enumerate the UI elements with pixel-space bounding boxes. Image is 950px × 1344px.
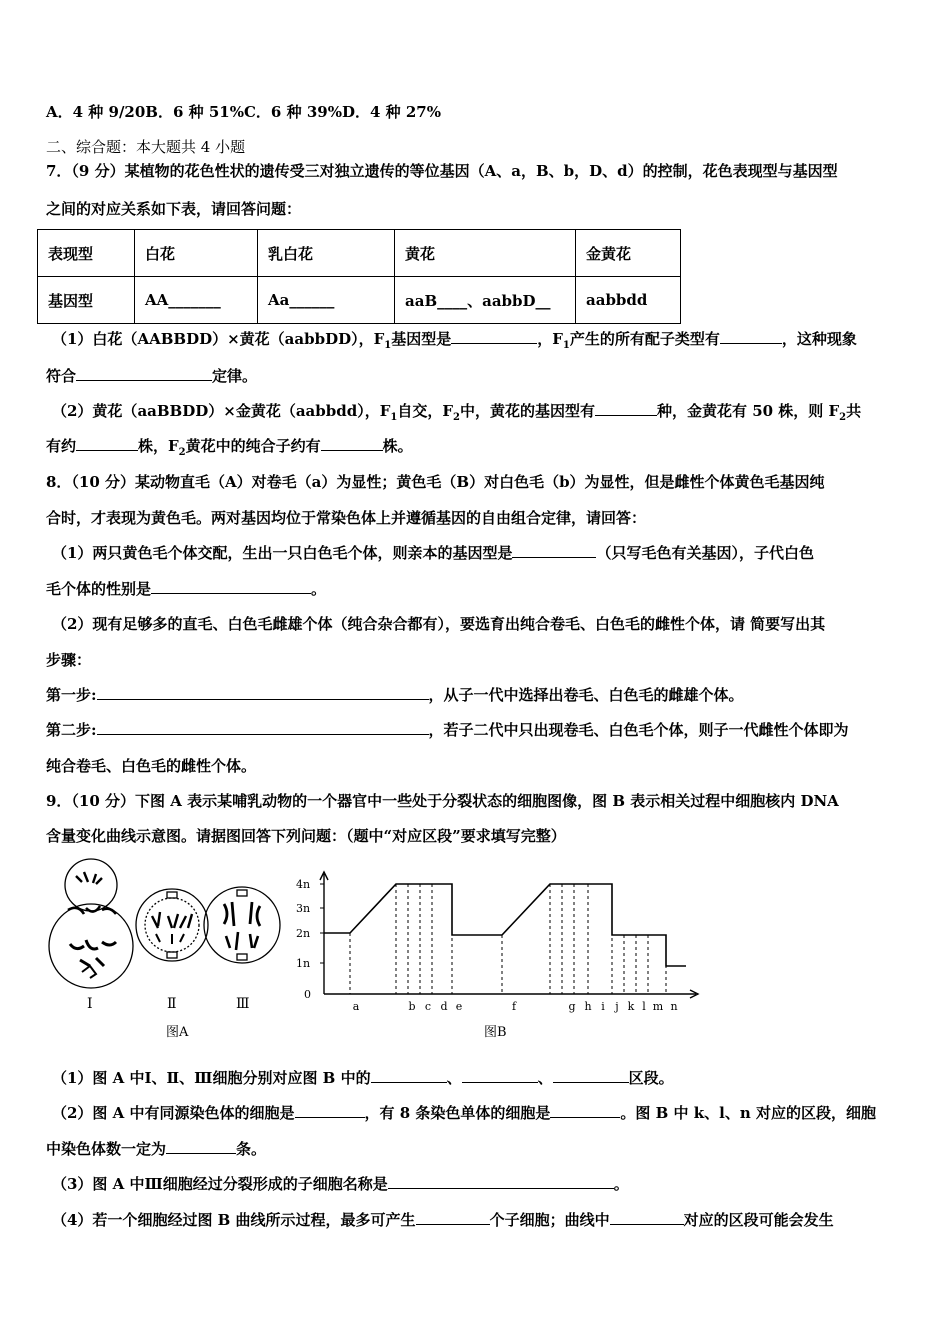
answer-blank[interactable] (416, 1210, 490, 1225)
q8-part2-line1: （2）现有足够多的直毛、白色毛雌雄个体（纯合杂合都有），要选育出纯合卷毛、白色毛的雌性个体，请 简要写出其 (52, 615, 826, 633)
q8-part2-line2: 步骤： (46, 651, 92, 669)
table-row-phenotype (38, 230, 681, 277)
x-segment-label: n (670, 1000, 678, 1013)
table-cell: aaB____、aabbD__ (395, 277, 576, 324)
x-segment-label: b (408, 1000, 416, 1013)
table-header-genotype: 基因型 (38, 277, 135, 324)
answer-blank[interactable] (451, 329, 537, 344)
q9-part2-line2: 中染色体数一定为 条。 (46, 1140, 267, 1158)
q7-part1-line1: （1）白花（AABBDD）×黄花（aabbDD），$F_1$基因型是 ，$F_1$产生的所有配子类型有 ，这种现象 (52, 330, 857, 351)
x-segment-label: j (615, 1000, 619, 1013)
q7-stem-line2: 之间的对应关系如下表，请回答问题： (46, 200, 302, 218)
x-segment-label: m (652, 1000, 664, 1013)
answer-blank[interactable] (462, 1068, 538, 1083)
figure-b-dna-curve (292, 866, 702, 1046)
q7-part1-line2: 符合 定律。 (46, 367, 258, 385)
q8-part1-line2: 毛个体的性别是 。 (46, 580, 327, 598)
q9-part4: （4）若一个细胞经过图 B 曲线所示过程，最多可产生 个子细胞；曲线中 对应的区段可能会发生 (52, 1211, 834, 1229)
table-header-phenotype: 表现型 (38, 230, 135, 277)
q8-step2: 第二步: ，若子二代中只出现卷毛、白色毛个体，则子一代雌性个体即为 (46, 721, 849, 739)
x-segment-label: i (601, 1000, 605, 1013)
table-cell: 白花 (135, 230, 258, 277)
answer-blank[interactable] (97, 685, 429, 700)
figure-a-label-3: Ⅲ (236, 996, 250, 1012)
answer-blank[interactable] (295, 1103, 365, 1118)
answer-blank[interactable] (371, 1068, 447, 1083)
figure-a-label-1: Ⅰ (87, 996, 93, 1012)
x-segment-label: k (627, 1000, 635, 1013)
answer-blank[interactable] (76, 436, 138, 451)
x-segment-label: f (511, 1000, 517, 1013)
figure-b-caption: 图B (484, 1025, 507, 1040)
x-segment-label: a (352, 1000, 360, 1013)
q9-part2-line1: （2）图 A 中有同源染色体的细胞是 ，有 8 条染色单体的细胞是 。图 B 中 k、l、n 对应的区段，细胞 (52, 1104, 876, 1122)
answer-blank[interactable] (595, 401, 657, 416)
y-tick-label: 2n (296, 927, 311, 940)
q6-options: A．4 种 9/20B．6 种 51%C．6 种 39%D．4 种 27% (46, 103, 441, 121)
table-cell: 金黄花 (576, 230, 681, 277)
answer-blank[interactable] (97, 720, 429, 735)
q9-part3: （3）图 A 中Ⅲ细胞经过分裂形成的子细胞名称是 。 (52, 1175, 629, 1193)
x-segment-label: l (642, 1000, 646, 1013)
genotype-table (37, 229, 681, 324)
x-segment-label: e (455, 1000, 463, 1013)
q8-stem-line1: 8．（10 分）某动物直毛（A）对卷毛（a）为显性；黄色毛（B）对白色毛（b）为显性，但是雌性个体黄色毛基因纯 (46, 473, 825, 491)
figure-b-y-ticks (296, 878, 311, 1001)
figure-a-label-2: Ⅱ (167, 996, 177, 1012)
y-tick-label: 0 (304, 988, 311, 1001)
table-cell: 黄花 (395, 230, 576, 277)
figure-b-x-labels (353, 1000, 678, 1013)
table-cell: Aa______ (258, 277, 395, 324)
answer-blank[interactable] (720, 329, 782, 344)
y-tick-label: 4n (296, 878, 311, 891)
x-segment-label: c (424, 1000, 432, 1013)
answer-blank[interactable] (550, 1103, 620, 1118)
q9-stem-line2: 含量变化曲线示意图。请据图回答下列问题：（题中“对应区段”要求填写完整） (46, 827, 566, 845)
x-segment-label: h (584, 1000, 592, 1013)
table-row-genotype (38, 277, 681, 324)
q8-part1-line1: （1）两只黄色毛个体交配，生出一只白色毛个体，则亲本的基因型是 （只写毛色有关基因），子代白色 (52, 544, 814, 562)
q8-step2-cont: 纯合卷毛、白色毛的雌性个体。 (46, 757, 257, 775)
answer-blank[interactable] (76, 366, 212, 381)
dna-content-curve (324, 884, 686, 966)
table-cell: 乳白花 (258, 230, 395, 277)
figure-a-caption: 图A (166, 1025, 189, 1040)
figure-a-cells (46, 858, 286, 1048)
answer-blank[interactable] (553, 1068, 629, 1083)
answer-blank[interactable] (512, 543, 596, 558)
cell-ii-image (136, 889, 208, 961)
section-title: 二、综合题：本大题共 4 小题 (46, 138, 246, 156)
q9-stem-line1: 9．（10 分）下图 A 表示某哺乳动物的一个器官中一些处于分裂状态的细胞图像，图 B 表示相关过程中细胞核内 DNA (46, 792, 839, 810)
cell-i-image (49, 859, 133, 988)
y-tick-label: 3n (296, 902, 311, 915)
q7-part2-line2: 有约 株，$F_2$黄花中的纯合子约有 株。 (46, 437, 413, 458)
y-tick-label: 1n (296, 957, 311, 970)
x-segment-label: d (440, 1000, 448, 1013)
segment-dividers (350, 884, 666, 994)
table-cell: AA_______ (135, 277, 258, 324)
answer-blank[interactable] (321, 436, 383, 451)
q7-stem-line1: 7．（9 分）某植物的花色性状的遗传受三对独立遗传的等位基因（A、a，B、b，D、d）的控制，花色表现型与基因型 (46, 162, 838, 180)
x-segment-label: g (568, 1000, 576, 1013)
answer-blank[interactable] (166, 1139, 236, 1154)
cell-iii-image (204, 887, 280, 963)
q9-part1: （1）图 A 中Ⅰ、Ⅱ、Ⅲ细胞分别对应图 B 中的 、 、 区段。 (52, 1069, 674, 1087)
answer-blank[interactable] (151, 579, 311, 594)
table-cell: aabbdd (576, 277, 681, 324)
q8-step1: 第一步: ，从子一代中选择出卷毛、白色毛的雌雄个体。 (46, 686, 744, 704)
q8-stem-line2: 合时，才表现为黄色毛。两对基因均位于常染色体上并遵循基因的自由组合定律，请回答： (46, 509, 647, 527)
answer-blank[interactable] (610, 1210, 684, 1225)
q7-part2-line1: （2）黄花（aaBBDD）×金黄花（aabbdd），$F_1$自交，$F_2$中，黄花的基因型有 种，金黄花有 50 株，则 $F_2$共 (52, 402, 862, 423)
answer-blank[interactable] (388, 1174, 614, 1189)
